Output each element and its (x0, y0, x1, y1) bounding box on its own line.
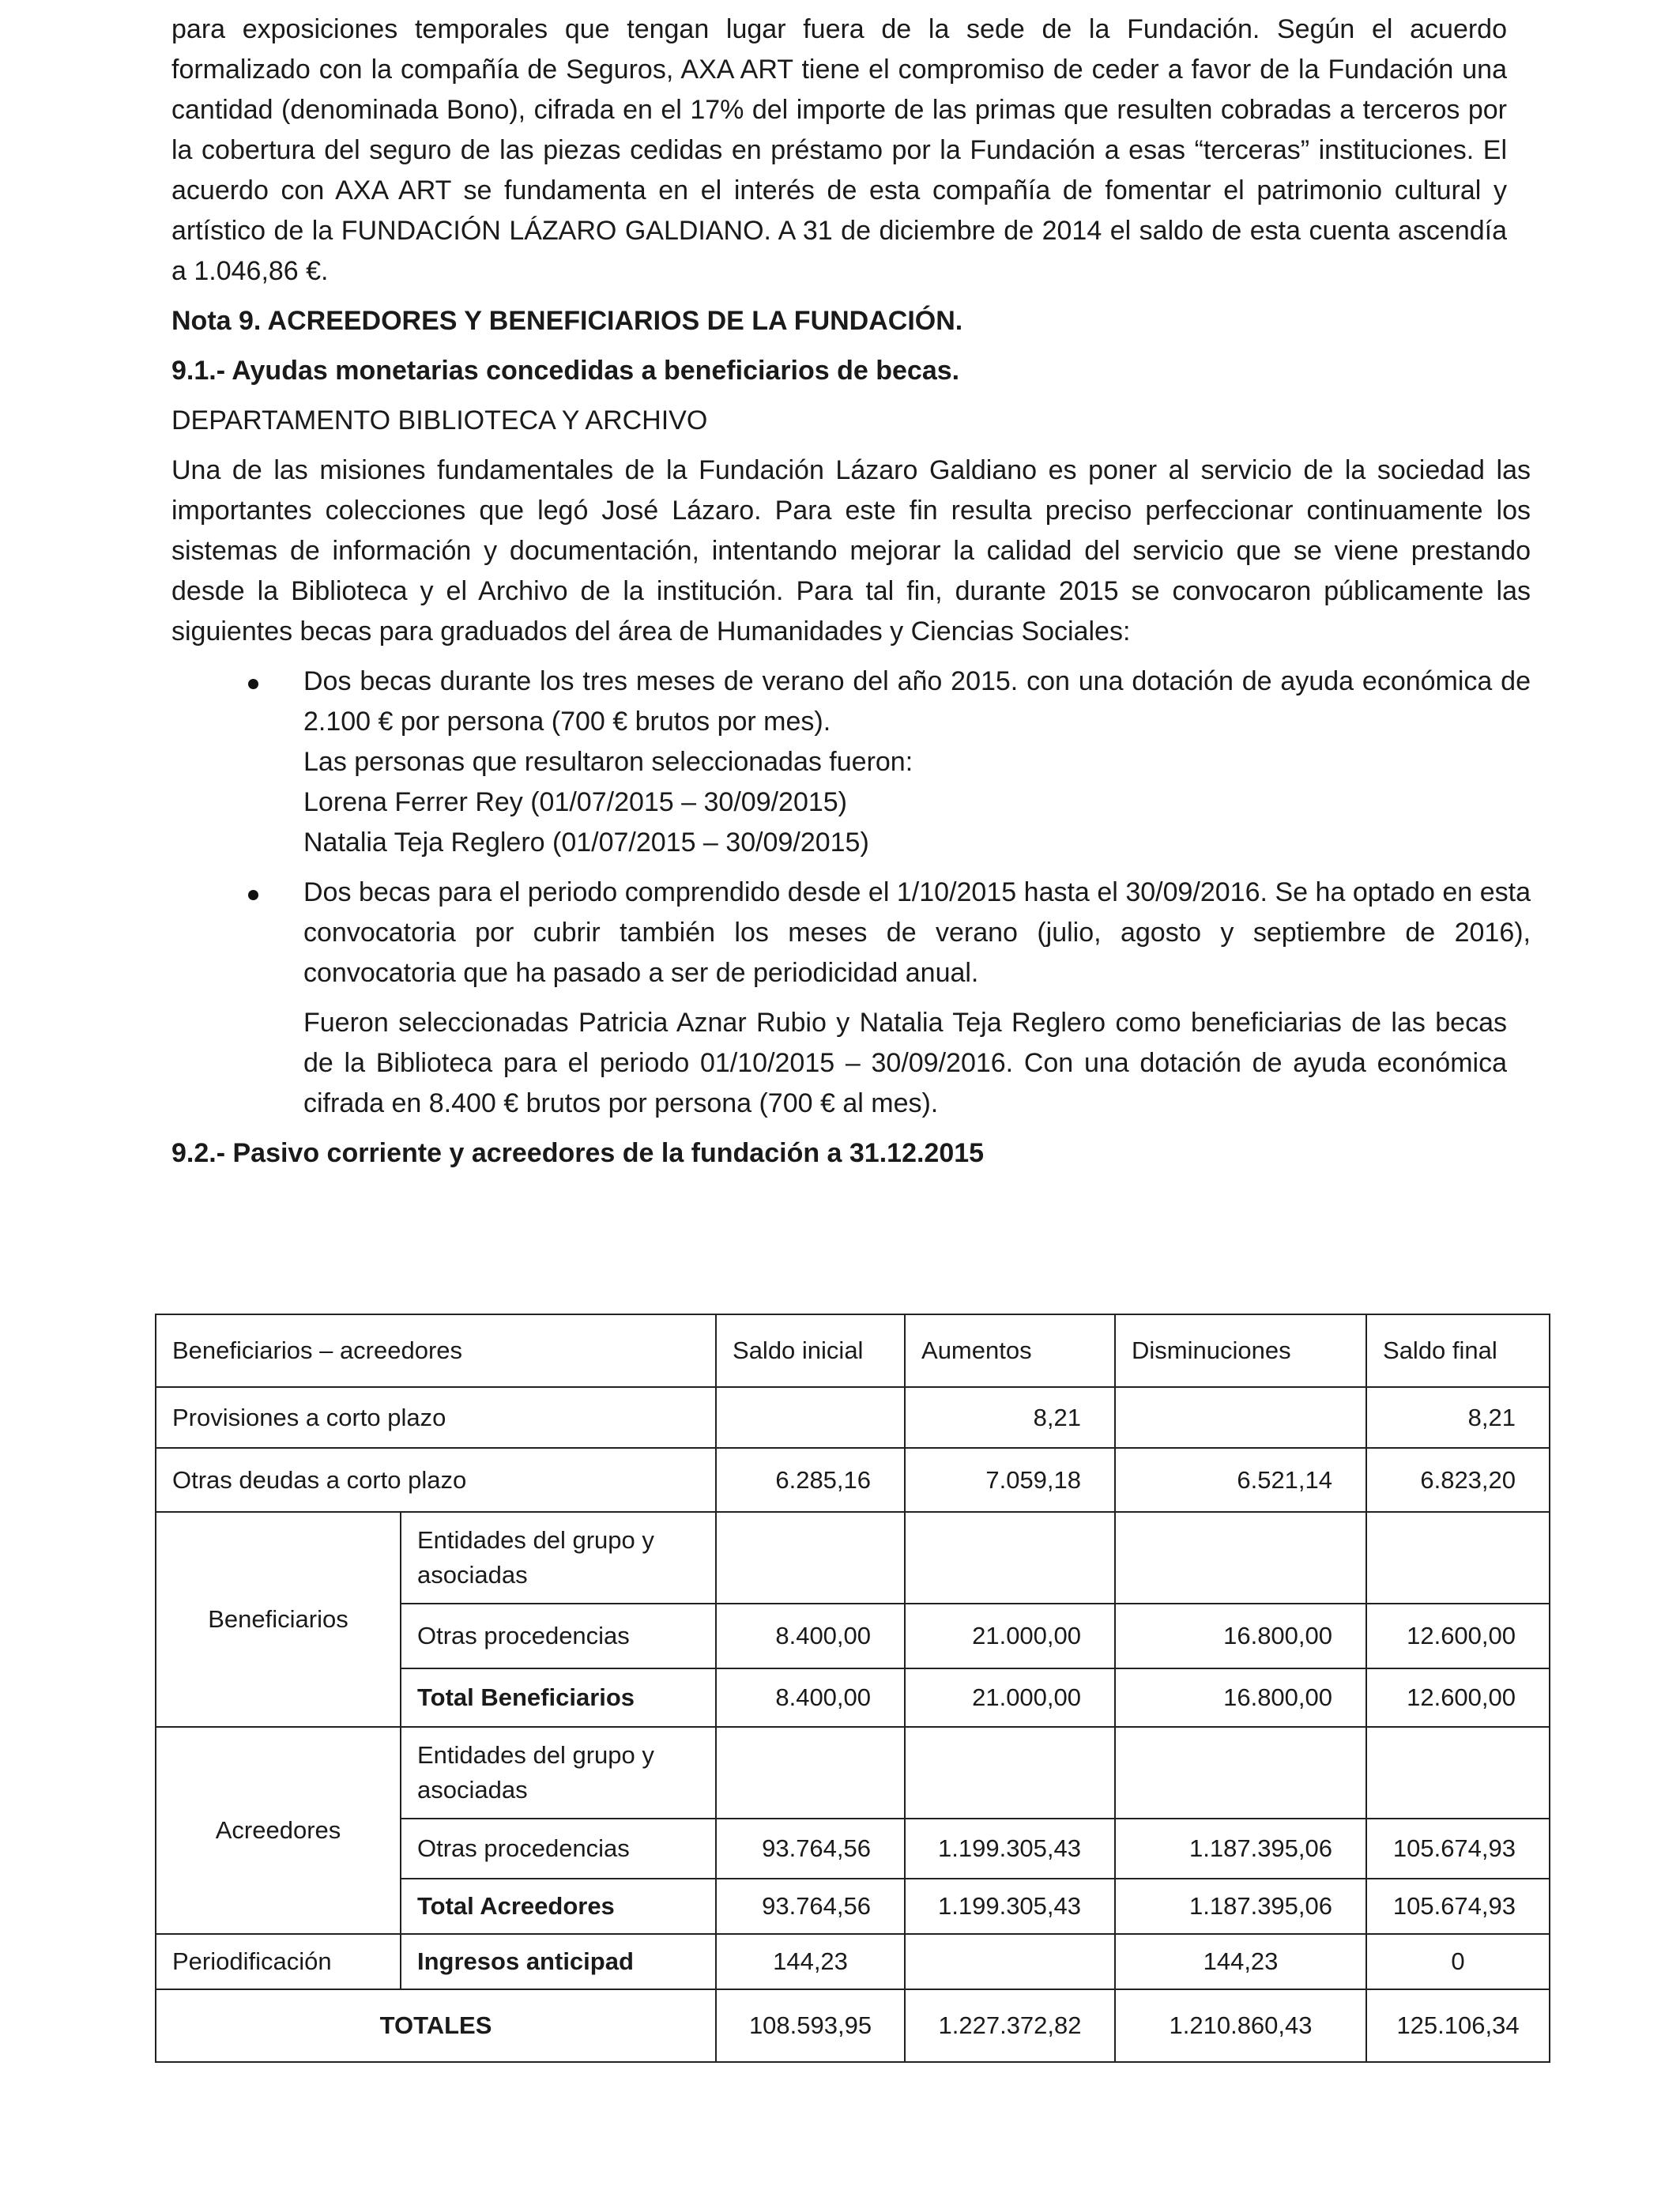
section-9-2-heading: 9.2.- Pasivo corriente y acreedores de la fundación a 31.12.2015 (171, 1138, 985, 1168)
intro-paragraph: para exposiciones temporales que tengan lugar fuera de la sede de la Fundación. Según el acuerdo formalizado con la compañía de Seguros, AXA ART tiene el compromiso de ceder a favor de la Fundación una cantidad (denominada Bono), cifrada en el 17% del importe de las primas que resulten cobradas a terceros por la cobertura del seguro de las piezas cedidas en préstamo por la Fundación a esas “terceras” instituciones. El acuerdo con AXA ART se fundamenta en el interés de esta compañía de fomentar el patrimonio cultural y artístico de la FUNDACIÓN LÁZARO GALDIANO. A 31 de diciembre de 2014 el saldo de esta cuenta ascendía a 1.046,86 €. (171, 14, 1507, 286)
row-label: Total Acreedores (401, 1879, 716, 1934)
table-row (156, 1727, 1550, 1819)
cell-increase: 21.000,00 (905, 1604, 1115, 1668)
cell-final: 105.674,93 (1366, 1879, 1550, 1934)
cell-decrease: 144,23 (1115, 1934, 1366, 1989)
cell-final: 8,21 (1366, 1387, 1550, 1448)
table-row (156, 1387, 1550, 1448)
liabilities-table (155, 1314, 1550, 2063)
bullet-list (171, 662, 1531, 993)
cell-initial: 144,23 (716, 1934, 905, 1989)
bullet-annual-text: Dos becas para el periodo comprendido desde el 1/10/2015 hasta el 30/09/2016. Se ha optado en esta convocatoria por cubrir también los meses de verano (julio, agosto y septiembre de 2016), convocatoria que ha pasado a ser de periodicidad anual. (303, 877, 1531, 988)
cell-initial (716, 1727, 905, 1819)
cell-increase: 1.227.372,82 (905, 1989, 1115, 2062)
bullet-dot-icon (248, 890, 258, 900)
table-row (156, 1512, 1550, 1604)
cell-initial: 108.593,95 (716, 1989, 905, 2062)
cell-final (1366, 1512, 1550, 1604)
totals-label: TOTALES (156, 1989, 716, 2062)
cell-initial (716, 1512, 905, 1604)
table-row (156, 1448, 1550, 1512)
row-label: Otras procedencias (401, 1819, 716, 1879)
cell-final: 12.600,00 (1366, 1604, 1550, 1668)
bullet-summer-selected-intro: Las personas que resultaron seleccionadas fueron: (303, 747, 913, 777)
cell-increase: 1.199.305,43 (905, 1819, 1115, 1879)
group-label-periodificacion: Periodificación (156, 1934, 401, 1989)
row-label: Provisiones a corto plazo (156, 1387, 716, 1448)
cell-decrease (1115, 1727, 1366, 1819)
cell-decrease: 16.800,00 (1115, 1668, 1366, 1727)
cell-decrease: 6.521,14 (1115, 1448, 1366, 1512)
bullet-summer-person-2: Natalia Teja Reglero (01/07/2015 – 30/09/2015) (303, 827, 869, 858)
cell-final: 125.106,34 (1366, 1989, 1550, 2062)
cell-decrease: 16.800,00 (1115, 1604, 1366, 1668)
cell-final: 0 (1366, 1934, 1550, 1989)
row-label: Total Beneficiarios (401, 1668, 716, 1727)
cell-initial: 6.285,16 (716, 1448, 905, 1512)
cell-decrease: 1.210.860,43 (1115, 1989, 1366, 2062)
group-label-beneficiarios: Beneficiarios (156, 1512, 401, 1727)
cell-final: 105.674,93 (1366, 1819, 1550, 1879)
row-label: Otras deudas a corto plazo (156, 1448, 716, 1512)
cell-increase (905, 1512, 1115, 1604)
cell-initial: 8.400,00 (716, 1668, 905, 1727)
cell-increase (905, 1727, 1115, 1819)
bullet-item-annual (171, 873, 1531, 993)
table-header-row (156, 1314, 1550, 1387)
cell-decrease: 1.187.395,06 (1115, 1819, 1366, 1879)
table-totals-row (156, 1989, 1550, 2062)
cell-initial: 93.764,56 (716, 1819, 905, 1879)
bullet-dot-icon (248, 679, 258, 689)
row-label: Entidades del grupo y asociadas (401, 1727, 716, 1819)
cell-final: 6.823,20 (1366, 1448, 1550, 1512)
bullet-summer-person-1: Lorena Ferrer Rey (01/07/2015 – 30/09/2015) (303, 787, 848, 817)
cell-decrease (1115, 1512, 1366, 1604)
cell-final (1366, 1727, 1550, 1819)
cell-initial: 93.764,56 (716, 1879, 905, 1934)
document-page (171, 0, 1531, 1174)
cell-initial (716, 1387, 905, 1448)
header-decrease: Disminuciones (1115, 1314, 1366, 1387)
cell-decrease: 1.187.395,06 (1115, 1879, 1366, 1934)
header-increase: Aumentos (905, 1314, 1115, 1387)
group-label-acreedores: Acreedores (156, 1727, 401, 1934)
cell-initial: 8.400,00 (716, 1604, 905, 1668)
cell-final: 12.600,00 (1366, 1668, 1550, 1727)
note-9-heading: Nota 9. ACREEDORES Y BENEFICIARIOS DE LA FUNDACIÓN. (171, 306, 963, 336)
header-initial: Saldo inicial (716, 1314, 905, 1387)
cell-increase: 7.059,18 (905, 1448, 1115, 1512)
department-label: DEPARTAMENTO BIBLIOTECA Y ARCHIVO (171, 405, 708, 435)
selected-paragraph: Fueron seleccionadas Patricia Aznar Rubio y Natalia Teja Reglero como beneficiarias de las becas de la Biblioteca para el periodo 01/10/2015 – 30/09/2016. Con una dotación de ayuda económica cifrada en 8.400 € brutos por persona (700 € al mes). (303, 1008, 1507, 1118)
mission-paragraph: Una de las misiones fundamentales de la Fundación Lázaro Galdiano es poner al servicio de la sociedad las importantes colecciones que legó José Lázaro. Para este fin resulta preciso perfeccionar continuamente los sistemas de información y documentación, intentando mejorar la calidad del servicio que se viene prestando desde la Biblioteca y el Archivo de la institución. Para tal fin, durante 2015 se convocaron públicamente las siguientes becas para graduados del área de Humanidades y Ciencias Sociales: (171, 455, 1531, 647)
header-final: Saldo final (1366, 1314, 1550, 1387)
bullet-summer-text: Dos becas durante los tres meses de verano del año 2015. con una dotación de ayuda económica de 2.100 € por persona (700 € brutos por mes). (303, 666, 1531, 737)
cell-increase: 8,21 (905, 1387, 1115, 1448)
section-9-1-heading: 9.1.- Ayudas monetarias concedidas a beneficiarios de becas. (171, 356, 960, 386)
cell-increase: 21.000,00 (905, 1668, 1115, 1727)
bullet-item-summer (171, 662, 1531, 863)
row-label: Ingresos anticipad (401, 1934, 716, 1989)
table-row (156, 1934, 1550, 1989)
header-concept: Beneficiarios – acreedores (156, 1314, 716, 1387)
cell-increase: 1.199.305,43 (905, 1879, 1115, 1934)
row-label: Entidades del grupo y asociadas (401, 1512, 716, 1604)
cell-increase (905, 1934, 1115, 1989)
cell-decrease (1115, 1387, 1366, 1448)
row-label: Otras procedencias (401, 1604, 716, 1668)
